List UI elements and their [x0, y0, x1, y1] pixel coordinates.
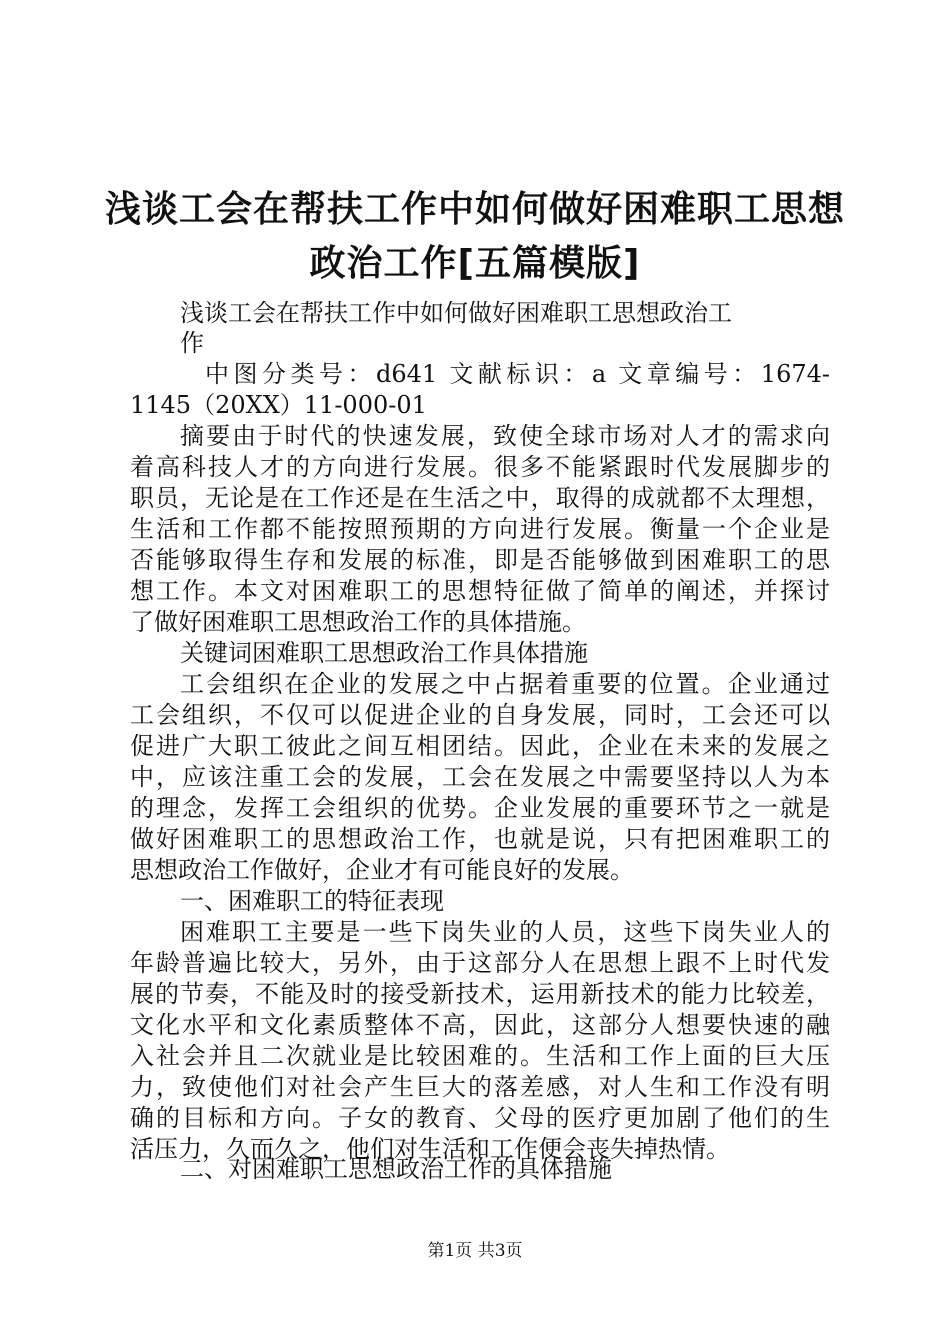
abstract-line: 否能够取得生存和发展的标准，即是否能够做到困难职工的思 [130, 546, 830, 574]
abstract-line: 职员，无论是在工作还是在生活之中，取得的成就都不太理想， [130, 484, 830, 512]
subtitle-line-1: 浅谈工会在帮扶工作中如何做好困难职工思想政治工 [180, 299, 732, 327]
paragraph-line: 工会组织在企业的发展之中占据着重要的位置。企业通过 [180, 670, 830, 698]
keywords-line: 关键词困难职工思想政治工作具体措施 [180, 639, 588, 667]
abstract-line: 着高科技人才的方向进行发展。很多不能紧跟时代发展脚步的 [130, 453, 830, 481]
paragraph-line: 的理念，发挥工会组织的优势。企业发展的重要环节之一就是 [130, 794, 830, 822]
paragraph-line: 困难职工主要是一些下岗失业的人员，这些下岗失业人的 [180, 918, 830, 946]
paragraph-line: 文化水平和文化素质整体不高，因此，这部分人想要快速的融 [130, 1011, 830, 1039]
paragraph-line: 促进广大职工彼此之间互相团结。因此，企业在未来的发展之 [130, 732, 830, 760]
abstract-line: 想工作。本文对困难职工的思想特征做了简单的阐述，并探讨 [130, 577, 830, 605]
paragraph-line: 做好困难职工的思想政治工作，也就是说，只有把困难职工的 [130, 825, 830, 853]
section-heading-1: 一、困难职工的特征表现 [180, 887, 444, 915]
section-heading-2: 二、对困难职工思想政治工作的具体措施 [180, 1155, 612, 1183]
paragraph-line: 工会组织，不仅可以促进企业的自身发展，同时，工会还可以 [130, 701, 830, 729]
paragraph-line: 活压力，久而久之，他们对生活和工作便会丧失掉热情。 [130, 1135, 730, 1163]
page-footer: 第1页 共3页 [427, 1241, 523, 1261]
paragraph-line: 年龄普遍比较大，另外，由于这部分人在思想上跟不上时代发 [130, 949, 830, 977]
paragraph-line: 展的节奏，不能及时的接受新技术，运用新技术的能力比较差， [130, 980, 830, 1008]
paragraph-line: 力，致使他们对社会产生巨大的落差感，对人生和工作没有明 [130, 1073, 830, 1101]
paragraph-line: 中，应该注重工会的发展，工会在发展之中需要坚持以人为本 [130, 763, 830, 791]
document-title-line-2: 政治工作[五篇模版] [309, 243, 641, 284]
classification-line: 中图分类号：d641 文献标识：a 文章编号：1674- [205, 360, 830, 388]
subtitle-line-2: 作 [180, 329, 204, 357]
abstract-line: 生活和工作都不能按照预期的方向进行发展。衡量一个企业是 [130, 515, 830, 543]
abstract-line: 了做好困难职工思想政治工作的具体措施。 [130, 608, 586, 636]
paragraph-line: 确的目标和方向。子女的教育、父母的医疗更加剧了他们的生 [130, 1104, 830, 1132]
paragraph-line: 思想政治工作做好，企业才有可能良好的发展。 [130, 856, 634, 884]
classification-line-2: 1145（20XX）11-000-01 [130, 391, 427, 419]
abstract-line: 摘要由于时代的快速发展，致使全球市场对人才的需求向 [180, 422, 830, 450]
document-title-line-1: 浅谈工会在帮扶工作中如何做好困难职工思想 [104, 189, 845, 230]
paragraph-line: 入社会并且二次就业是比较困难的。生活和工作上面的巨大压 [130, 1042, 830, 1070]
